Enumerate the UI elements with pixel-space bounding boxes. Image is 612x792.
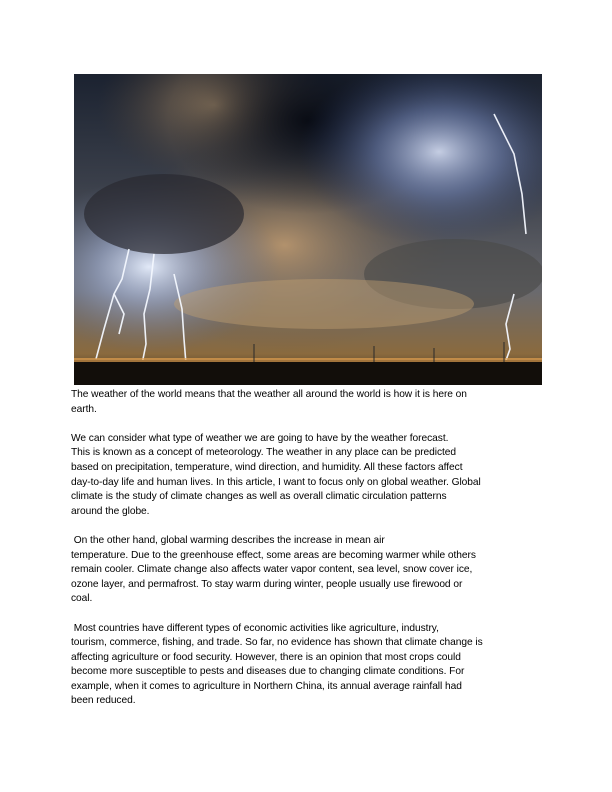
storm-photo [74,74,542,385]
paragraph-economy [71,622,531,710]
text-line: day-to-day life and human lives. In this article, I want to focus only on global weather. Global [71,476,481,488]
text-line: Most countries have different types of economic activities like agriculture, industry, [71,622,439,634]
text-line: around the globe. [71,505,150,517]
text-line: been reduced. [71,695,136,707]
text-line: This is known as a concept of meteorology. The weather in any place can be predicted [71,447,457,459]
text-line: climate is the study of climate changes as well as overall climatic circulation patterns [71,491,447,503]
text-line: The weather of the world means that the weather all around the world is how it is here on [71,389,467,400]
text-line: become more susceptible to pests and diseases due to changing climate conditions. For [71,666,465,678]
text-line: tourism, commerce, fishing, and trade. So far, no evidence has shown that climate change is [71,637,483,649]
text-line: example, when it comes to agriculture in Northern China, its annual average rainfall had [71,680,462,692]
text-line: affecting agriculture or food security. However, there is an opinion that most crops could [71,651,461,663]
text-line: temperature. Due to the greenhouse effect, some areas are becoming warmer while others [71,549,476,561]
text-line: On the other hand, global warming describes the increase in mean air [71,534,385,546]
text-line: remain cooler. Climate change also affects water vapor content, sea level, snow cover ice, [71,564,473,576]
text-line: earth. [71,403,97,415]
text-line: coal. [71,593,93,605]
text-line: ozone layer, and permafrost. To stay warm during winter, people usually use firewood or [71,578,463,590]
paragraph-forecast [71,432,531,520]
paragraph-warming [71,534,531,607]
article-body [71,388,531,709]
paragraph-intro [71,388,531,417]
text-line: We can consider what type of weather we are going to have by the weather forecast. [71,432,449,444]
text-line: based on precipitation, temperature, wind direction, and humidity. All these factors affect [71,461,463,473]
